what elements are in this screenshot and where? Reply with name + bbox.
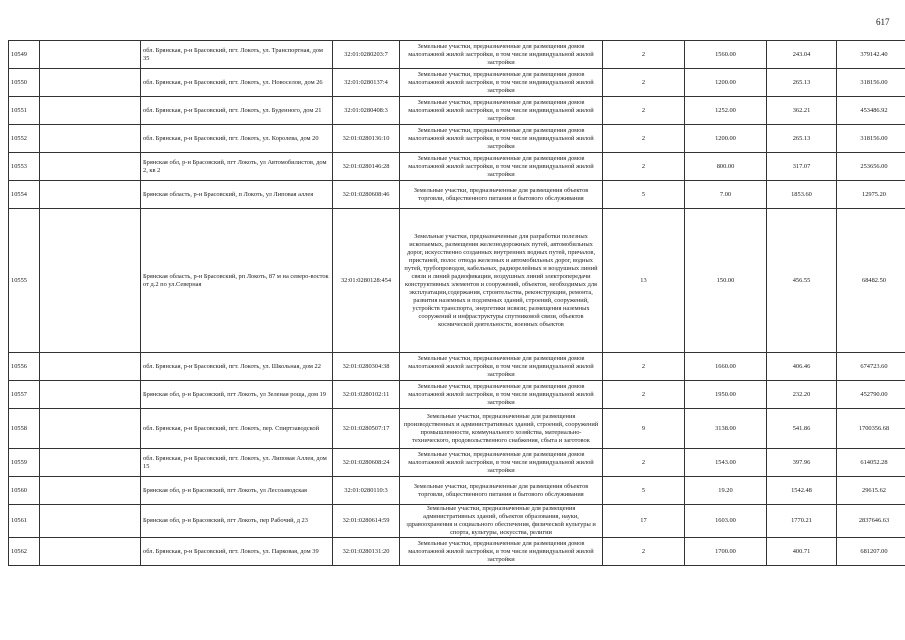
row-number-cell: 10558 xyxy=(9,409,40,449)
area-cell: 7.00 xyxy=(685,181,767,209)
specific-value-cell: 1770.21 xyxy=(767,505,837,538)
land-use-cell: Земельные участки, предназначенные для размещения домов малоэтажной жилой застройки, в том числе индивидуальной жилой застройки xyxy=(400,69,603,97)
use-group-cell: 2 xyxy=(603,538,685,566)
empty-cell xyxy=(40,449,141,477)
row-number-cell: 10556 xyxy=(9,353,40,381)
specific-value-cell: 362.21 xyxy=(767,97,837,125)
area-cell: 1950.00 xyxy=(685,381,767,409)
cadastral-value-cell: 452790.00 xyxy=(837,381,905,409)
cadastral-value-cell: 1700356.68 xyxy=(837,409,905,449)
use-group-cell: 9 xyxy=(603,409,685,449)
empty-cell xyxy=(40,538,141,566)
empty-cell xyxy=(40,409,141,449)
address-cell: обл. Брянская, р-н Брасовский, пгт. Локоть, ул. Королева, дом 20 xyxy=(141,125,333,153)
cadastral-value-cell: 29615.62 xyxy=(837,477,905,505)
area-cell: 1252.00 xyxy=(685,97,767,125)
empty-cell xyxy=(40,153,141,181)
row-number-cell: 10562 xyxy=(9,538,40,566)
land-use-cell: Земельные участки, предназначенные для размещения объектов торговли, общественного питания и бытового обслуживания xyxy=(400,477,603,505)
address-cell: Брянская обл, р-н Брасовский, пгт Локоть, пер Рабочий, д 23 xyxy=(141,505,333,538)
area-cell: 19.20 xyxy=(685,477,767,505)
cadastral-value-cell: 681207.00 xyxy=(837,538,905,566)
specific-value-cell: 265.13 xyxy=(767,69,837,97)
use-group-cell: 2 xyxy=(603,381,685,409)
cadastral-value-cell: 318156.00 xyxy=(837,69,905,97)
address-cell: Брянская область, р-н Брасовский, рп Локоть, 87 м на северо-восток от д.2 по ул.Северная xyxy=(141,209,333,353)
row-number-cell: 10557 xyxy=(9,381,40,409)
land-use-cell: Земельные участки, предназначенные для размещения объектов торговли, общественного питания и бытового обслуживания xyxy=(400,181,603,209)
table-row xyxy=(9,209,905,353)
address-cell: Брянская обл, р-н Брасовский, пгт Локоть, ул Автомобилистов, дом 2, кв 2 xyxy=(141,153,333,181)
row-number-cell: 10552 xyxy=(9,125,40,153)
empty-cell xyxy=(40,381,141,409)
empty-cell xyxy=(40,353,141,381)
land-use-cell: Земельные участки, предназначенные для разработки полезных ископаемых, размещения железнодорожных путей, автомобильных дорог, искусственно созданных внутренних водных путей, причалов, пристаней, полос отвода железных и автомобильных дорог, водных путей, трубопроводов, кабельных, радиорелейных и воздушных линий связи и линий радиофикации, воздушных линий электропередачи конструктивных элементов и сооружений, объектов, необходимых для эксплуатации,содержания, строительства, реконструкции, ремонта, развития наземных и подземных зданий, строений, сооружений, устройств транспорта, энергетики исвязи; размещения наземных сооружений и инфраструктуры спутниковой связи, объектов космической деятельности, военных объектов xyxy=(400,209,603,353)
address-cell: обл. Брянская, р-н Брасовский, пгт. Локоть, пер. Спиртзаводской xyxy=(141,409,333,449)
area-cell: 1603.00 xyxy=(685,505,767,538)
table-row xyxy=(9,449,905,477)
cadastral-number-cell: 32:01:0280408:3 xyxy=(333,97,400,125)
land-use-cell: Земельные участки, предназначенные для размещения административных зданий, объектов образования, науки, здравоохранения и социального обеспечения, физической культуры и спорта, культуры, искусства, религии xyxy=(400,505,603,538)
table-row xyxy=(9,41,905,69)
area-cell: 1200.00 xyxy=(685,125,767,153)
area-cell: 1200.00 xyxy=(685,69,767,97)
empty-cell xyxy=(40,209,141,353)
use-group-cell: 17 xyxy=(603,505,685,538)
cadastral-value-cell: 2837646.63 xyxy=(837,505,905,538)
cadastral-value-cell: 379142.40 xyxy=(837,41,905,69)
land-use-cell: Земельные участки, предназначенные для размещения домов малоэтажной жилой застройки, в том числе индивидуальной жилой застройки xyxy=(400,449,603,477)
row-number-cell: 10555 xyxy=(9,209,40,353)
table-body xyxy=(9,41,905,566)
table-row xyxy=(9,69,905,97)
area-cell: 800.00 xyxy=(685,153,767,181)
use-group-cell: 2 xyxy=(603,41,685,69)
specific-value-cell: 1853.60 xyxy=(767,181,837,209)
address-cell: обл. Брянская, р-н Брасовский, пгт. Локоть, ул. Липовая Аллея, дом 15 xyxy=(141,449,333,477)
address-cell: обл. Брянская, р-н Брасовский, пгт. Локоть, ул. Буденного, дом 21 xyxy=(141,97,333,125)
cadastral-number-cell: 32:01:0280102:11 xyxy=(333,381,400,409)
land-use-cell: Земельные участки, предназначенные для размещения домов малоэтажной жилой застройки, в том числе индивидуальной жилой застройки xyxy=(400,125,603,153)
empty-cell xyxy=(40,181,141,209)
cadastral-number-cell: 32:01:0280608:46 xyxy=(333,181,400,209)
cadastral-number-cell: 32:01:0280110:3 xyxy=(333,477,400,505)
row-number-cell: 10559 xyxy=(9,449,40,477)
empty-cell xyxy=(40,41,141,69)
specific-value-cell: 232.20 xyxy=(767,381,837,409)
empty-cell xyxy=(40,125,141,153)
table-row xyxy=(9,97,905,125)
specific-value-cell: 243.04 xyxy=(767,41,837,69)
empty-cell xyxy=(40,69,141,97)
use-group-cell: 5 xyxy=(603,181,685,209)
land-use-cell: Земельные участки, предназначенные для размещения производственных и административных зданий, строений, сооружений промышленности, коммунального хозяйства, материально-технического, продовольственного снабжения, сбыта и заготовок xyxy=(400,409,603,449)
area-cell: 1543.00 xyxy=(685,449,767,477)
empty-cell xyxy=(40,505,141,538)
cadastral-value-cell: 614052.28 xyxy=(837,449,905,477)
table-row xyxy=(9,153,905,181)
cadastral-number-cell: 32:01:0280137:4 xyxy=(333,69,400,97)
land-use-cell: Земельные участки, предназначенные для размещения домов малоэтажной жилой застройки, в том числе индивидуальной жилой застройки xyxy=(400,153,603,181)
cadastral-value-cell: 68482.50 xyxy=(837,209,905,353)
land-use-cell: Земельные участки, предназначенные для размещения домов малоэтажной жилой застройки, в том числе индивидуальной жилой застройки xyxy=(400,538,603,566)
use-group-cell: 2 xyxy=(603,125,685,153)
cadastral-number-cell: 32:01:0280128:454 xyxy=(333,209,400,353)
row-number-cell: 10551 xyxy=(9,97,40,125)
use-group-cell: 13 xyxy=(603,209,685,353)
address-cell: обл. Брянская, р-н Брасовский, пгт. Локоть, ул. Школьная, дом 22 xyxy=(141,353,333,381)
empty-cell xyxy=(40,477,141,505)
specific-value-cell: 265.13 xyxy=(767,125,837,153)
use-group-cell: 2 xyxy=(603,353,685,381)
address-cell: Брянская область, р-н Брасовский, п Локоть, ул Липовая аллея xyxy=(141,181,333,209)
specific-value-cell: 406.46 xyxy=(767,353,837,381)
address-cell: Брянская обл, р-н Брасовский, пгт Локоть, ул Лесозаводская xyxy=(141,477,333,505)
cadastral-number-cell: 32:01:0280507:17 xyxy=(333,409,400,449)
table-row xyxy=(9,381,905,409)
cadastral-number-cell: 32:01:0280614:59 xyxy=(333,505,400,538)
land-use-cell: Земельные участки, предназначенные для размещения домов малоэтажной жилой застройки, в том числе индивидуальной жилой застройки xyxy=(400,41,603,69)
use-group-cell: 2 xyxy=(603,449,685,477)
area-cell: 3138.00 xyxy=(685,409,767,449)
cadastral-value-cell: 253656.00 xyxy=(837,153,905,181)
cadastral-number-cell: 32:01:0280131:20 xyxy=(333,538,400,566)
specific-value-cell: 456.55 xyxy=(767,209,837,353)
row-number-cell: 10549 xyxy=(9,41,40,69)
land-use-cell: Земельные участки, предназначенные для размещения домов малоэтажной жилой застройки, в том числе индивидуальной жилой застройки xyxy=(400,381,603,409)
specific-value-cell: 317.07 xyxy=(767,153,837,181)
cadastral-number-cell: 32:01:0280304:38 xyxy=(333,353,400,381)
cadastral-value-cell: 318156.00 xyxy=(837,125,905,153)
specific-value-cell: 1542.48 xyxy=(767,477,837,505)
row-number-cell: 10553 xyxy=(9,153,40,181)
cadastral-number-cell: 32:01:0280608:24 xyxy=(333,449,400,477)
row-number-cell: 10561 xyxy=(9,505,40,538)
row-number-cell: 10554 xyxy=(9,181,40,209)
table-row xyxy=(9,409,905,449)
address-cell: Брянская обл, р-н Брасовский, пгт Локоть, ул Зеленая роща, дом 19 xyxy=(141,381,333,409)
table-row xyxy=(9,505,905,538)
area-cell: 1560.00 xyxy=(685,41,767,69)
area-cell: 1660.00 xyxy=(685,353,767,381)
use-group-cell: 2 xyxy=(603,97,685,125)
specific-value-cell: 541.86 xyxy=(767,409,837,449)
cadastral-number-cell: 32:01:0280203:7 xyxy=(333,41,400,69)
cadastral-value-cell: 674723.60 xyxy=(837,353,905,381)
use-group-cell: 5 xyxy=(603,477,685,505)
address-cell: обл. Брянская, р-н Брасовский, пгт. Локоть, ул. Транспортная, дом 35 xyxy=(141,41,333,69)
table-row xyxy=(9,125,905,153)
table-row xyxy=(9,538,905,566)
specific-value-cell: 397.96 xyxy=(767,449,837,477)
table-row xyxy=(9,181,905,209)
land-use-cell: Земельные участки, предназначенные для размещения домов малоэтажной жилой застройки, в том числе индивидуальной жилой застройки xyxy=(400,97,603,125)
cadastral-value-cell: 453486.92 xyxy=(837,97,905,125)
cadastral-number-cell: 32:01:0280146:28 xyxy=(333,153,400,181)
address-cell: обл. Брянская, р-н Брасовский, пгт. Локоть, ул. Парковая, дом 39 xyxy=(141,538,333,566)
table-row xyxy=(9,477,905,505)
specific-value-cell: 400.71 xyxy=(767,538,837,566)
row-number-cell: 10560 xyxy=(9,477,40,505)
area-cell: 1700.00 xyxy=(685,538,767,566)
address-cell: обл. Брянская, р-н Брасовский, пгт. Локоть, ул. Новоселов, дом 26 xyxy=(141,69,333,97)
cadastral-number-cell: 32:01:0280136:10 xyxy=(333,125,400,153)
cadastral-value-table xyxy=(8,40,905,566)
use-group-cell: 2 xyxy=(603,153,685,181)
cadastral-value-cell: 12975.20 xyxy=(837,181,905,209)
table-row xyxy=(9,353,905,381)
land-use-cell: Земельные участки, предназначенные для размещения домов малоэтажной жилой застройки, в том числе индивидуальной жилой застройки xyxy=(400,353,603,381)
use-group-cell: 2 xyxy=(603,69,685,97)
page-number: 617 xyxy=(876,17,890,27)
empty-cell xyxy=(40,97,141,125)
area-cell: 150.00 xyxy=(685,209,767,353)
row-number-cell: 10550 xyxy=(9,69,40,97)
